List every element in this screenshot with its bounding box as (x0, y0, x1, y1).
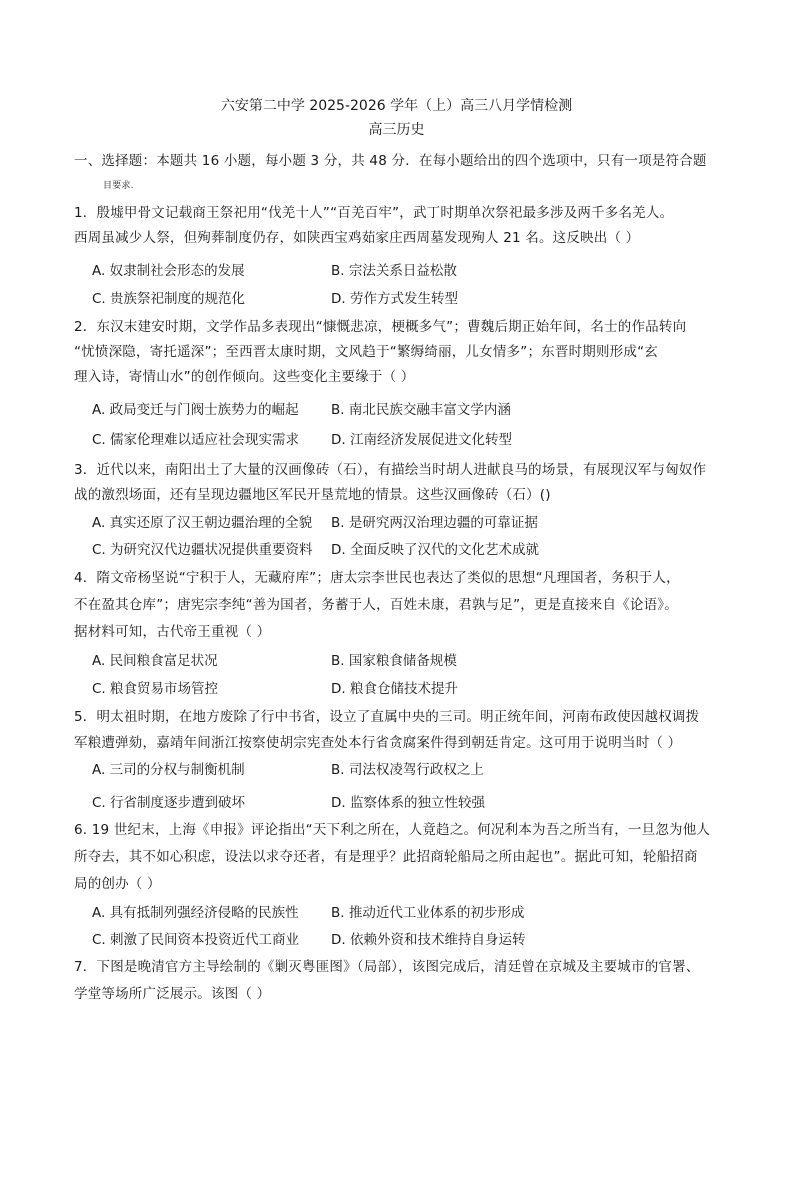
question-6-option-a[interactable]: A. 具有抵制列强经济侵略的民族性 (92, 905, 299, 921)
question-5-line-2: 军粮遭弹劾，嘉靖年间浙江按察使胡宗宪查处本行省贪腐案件得到朝廷肯定。这可用于说明当时（ ） (74, 735, 682, 751)
section-instruction-cont: 目要求. (103, 181, 134, 191)
question-2-line-3: 理入诗，寄情山水”的创作倾向。这些变化主要缘于（ ） (74, 369, 415, 385)
question-6-option-b[interactable]: B. 推动近代工业体系的初步形成 (331, 905, 525, 921)
question-4-option-a[interactable]: A. 民间粮食富足状况 (92, 653, 218, 669)
question-6-option-d[interactable]: D. 依赖外资和技术维持自身运转 (331, 932, 526, 948)
question-4-option-d[interactable]: D. 粮食仓储技术提升 (331, 681, 458, 697)
question-5-option-a[interactable]: A. 三司的分权与制衡机制 (92, 762, 245, 778)
question-5-option-b[interactable]: B. 司法权凌驾行政权之上 (331, 762, 484, 778)
question-6-line-1: 6. 19 世纪末，上海《申报》评论指出“天下利之所在，人竟趋之。何况利本为吾之所当有，一旦忽为他人 (74, 822, 711, 838)
question-2-option-c[interactable]: C. 儒家伦理难以适应社会现实需求 (92, 432, 300, 448)
question-7-line-2: 学堂等场所广泛展示。该图（ ） (74, 986, 271, 1002)
question-1-option-b[interactable]: B. 宗法关系日益松散 (331, 263, 457, 279)
question-6-line-2: 所夺去，其不如心积虑，设法以求夺还者，有是理乎？此招商轮船局之所由起也”。据此可知，轮船招商 (74, 849, 698, 865)
question-3-option-a[interactable]: A. 真实还原了汉王朝边疆治理的全貌 (92, 515, 313, 531)
question-4-line-2: 不在盈其仓库”；唐宪宗李纯“善为国者，务蓄于人，百姓未康，君孰与足”，更是直接来自《论语》。 (74, 597, 678, 613)
question-7-line-1: 7．下图是晚清官方主导绘制的《剿灭粤匪图》（局部），该图完成后，清廷曾在京城及主要城市的官署、 (74, 959, 700, 975)
question-2-option-d[interactable]: D. 江南经济发展促进文化转型 (331, 432, 512, 448)
exam-subject: 高三历史 (368, 122, 425, 138)
question-1-option-d[interactable]: D. 劳作方式发生转型 (331, 291, 458, 307)
question-5-option-d[interactable]: D. 监察体系的独立性较强 (331, 795, 485, 811)
exam-title: 六安第二中学 2025-2026 学年（上）高三八月学情检测 (220, 98, 573, 114)
question-2-option-b[interactable]: B. 南北民族交融丰富文学内涵 (331, 402, 511, 418)
question-2-line-1: 2．东汉末建安时期，文学作品多表现出“慷慨悲凉，梗概多气”；曹魏后期正始年间，名士的作品转向 (74, 319, 687, 335)
question-1-option-c[interactable]: C. 贵族祭祀制度的规范化 (92, 291, 246, 307)
question-3-option-c[interactable]: C. 为研究汉代边疆状况提供重要资料 (92, 542, 313, 558)
question-6-option-c[interactable]: C. 刺激了民间资本投资近代工商业 (92, 932, 300, 948)
question-2-line-2: “忧愤深隐，寄托遥深”；至西晋太康时期，文风趋于“繁缛绮丽，儿女情多”；东晋时期则形成“玄 (74, 344, 658, 360)
question-2-option-a[interactable]: A. 政局变迁与门阀士族势力的崛起 (92, 402, 299, 418)
question-4-option-c[interactable]: C. 粮食贸易市场管控 (92, 681, 219, 697)
question-4-line-3: 据材料可知，古代帝王重视（ ） (74, 624, 271, 640)
question-3-option-b[interactable]: B. 是研究两汉治理边疆的可靠证据 (331, 515, 538, 531)
question-1-line-2: 西周虽减少人祭，但殉葬制度仍存，如陕西宝鸡茹家庄西周墓发现殉人 21 名。这反映出（ ） (74, 230, 640, 246)
question-3-option-d[interactable]: D. 全面反映了汉代的文化艺术成就 (331, 542, 539, 558)
question-5-option-c[interactable]: C. 行省制度逐步遭到破坏 (92, 795, 246, 811)
section-instruction: 一、选择题：本题共 16 小题，每小题 3 分，共 48 分．在每小题给出的四个选项中，只有一项是符合题 (74, 153, 707, 169)
question-1-option-a[interactable]: A. 奴隶制社会形态的发展 (92, 263, 245, 279)
question-6-line-3: 局的创办（ ） (74, 876, 161, 892)
question-3-line-2: 战的激烈场面，还有呈现边疆地区军民开垦荒地的情景。这些汉画像砖（石）() (74, 487, 551, 503)
question-4-option-b[interactable]: B. 国家粮食储备规模 (331, 653, 457, 669)
question-1-line-1: 1．殷墟甲骨文记载商王祭祀用“伐羌十人”“百羌百牢”，武丁时期单次祭祀最多涉及两千多名羌人。 (74, 205, 674, 221)
question-3-line-1: 3．近代以来，南阳出土了大量的汉画像砖（石），有描绘当时胡人进献良马的场景，有展现汉军与匈奴作 (74, 462, 707, 478)
question-4-line-1: 4．隋文帝杨坚说“宁积于人，无藏府库”；唐太宗李世民也表达了类似的思想“凡理国者，务积于人， (74, 570, 680, 586)
question-5-line-1: 5．明太祖时期，在地方废除了行中书省，设立了直属中央的三司。明正统年间，河南布政使因越权调拨 (74, 709, 700, 725)
